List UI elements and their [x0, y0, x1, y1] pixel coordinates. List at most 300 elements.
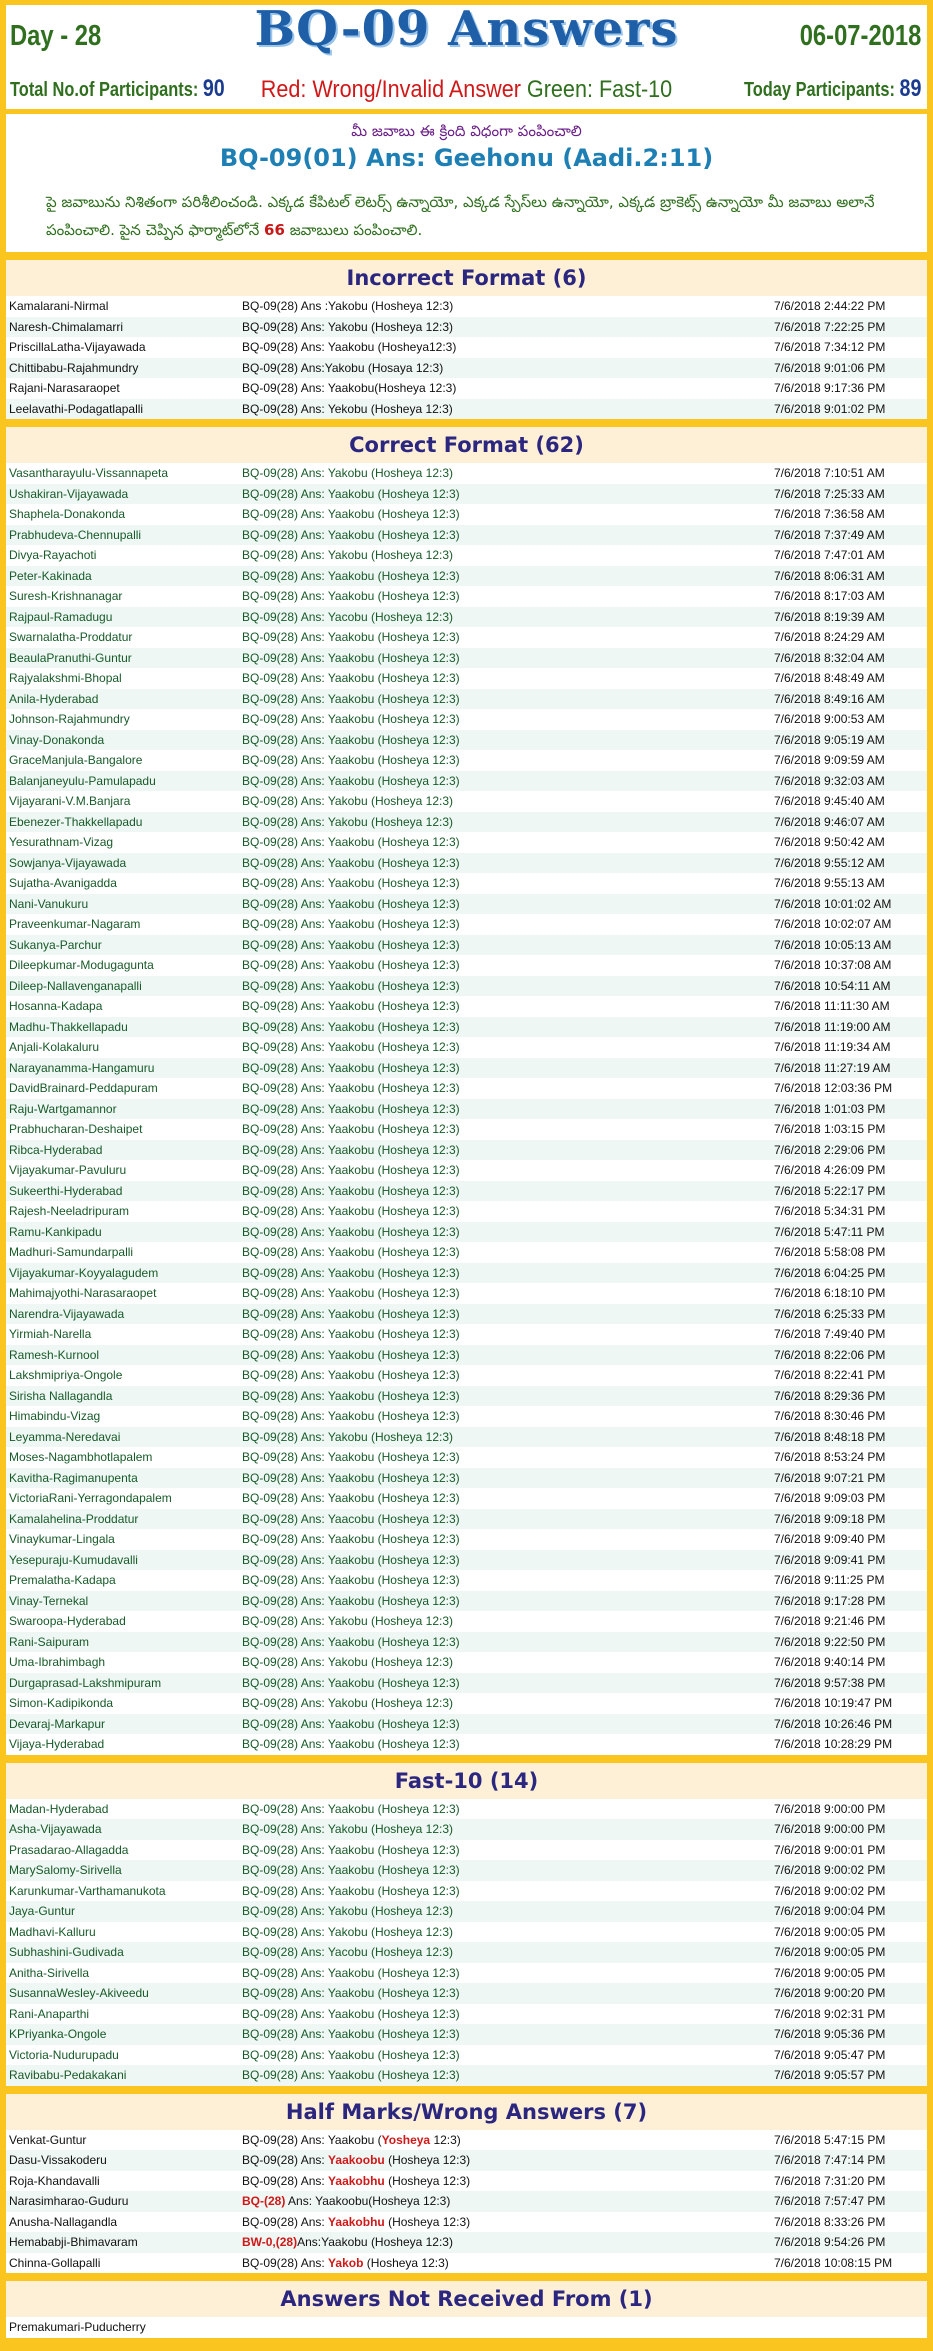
table-row	[6, 1263, 927, 1284]
participant-name: GraceManjula-Bangalore	[9, 753, 143, 768]
participant-answer: BQ-09(28) Ans:Yakobu (Hosaya 12:3)	[242, 360, 444, 375]
table-row	[6, 1324, 927, 1345]
table-row	[6, 586, 927, 607]
table-row	[6, 812, 927, 833]
participant-answer: BQ-09(28) Ans: Yaakobu (Hosheya 12:3)	[242, 1986, 460, 2001]
participant-answer: BQ-09(28) Ans: Yaakobu (Hosheya 12:3)	[242, 732, 460, 747]
table-row	[6, 1693, 927, 1714]
participant-name: Rajyalakshmi-Bhopal	[9, 671, 122, 686]
participant-name: Yirmiah-Narella	[9, 1327, 92, 1342]
answer-error-part: BQ-(28)	[242, 2194, 286, 2209]
answer-error-part: Yakob	[328, 2255, 364, 2270]
participant-answer: BQ-09(28) Ans: Yaakobu (Hosheya 12:3)	[242, 1470, 460, 1485]
participant-name: Venkat-Guntur	[9, 2132, 87, 2147]
submission-time: 7/6/2018 9:46:07 AM	[774, 814, 885, 829]
submission-time: 7/6/2018 10:08:15 PM	[774, 2255, 893, 2270]
participant-name: DavidBrainard-Peddapuram	[9, 1081, 158, 1096]
table-row	[6, 1447, 927, 1468]
table-row	[6, 337, 927, 358]
participant-answer: BQ-09(28) Ans: Yaakobu (Hosheya 12:3)	[242, 1593, 460, 1608]
submission-time: 7/6/2018 8:22:41 PM	[774, 1368, 886, 1383]
table-row	[6, 296, 927, 317]
participant-name: Vinaykumar-Lingala	[9, 1532, 115, 1547]
participant-answer: BQ-09(28) Ans: Yaakobu (Hosheya 12:3)	[242, 650, 460, 665]
submission-time: 7/6/2018 9:32:03 AM	[774, 773, 885, 788]
participant-name: Roja-Khandavalli	[9, 2173, 100, 2188]
submission-time: 7/6/2018 8:06:31 AM	[774, 568, 885, 583]
participant-answer: BQ-09(28) Ans: Yakobu (Hosheya 12:3)	[242, 1822, 454, 1837]
section-title: Half Marks/Wrong Answers (7)	[6, 2092, 927, 2130]
participant-answer: BQ-09(28) Ans: Yaakobu (Hosheya 12:3)	[242, 1306, 460, 1321]
participant-answer: BQ-09(28) Ans: Yaakobu (Hosheya 12:3)	[242, 712, 460, 727]
participant-answer: BQ-09(28) Ans: Yaakobu (Hosheya 12:3)	[242, 1491, 460, 1506]
participant-name: Vijaya-Hyderabad	[9, 1737, 105, 1752]
table-row	[6, 955, 927, 976]
participant-name: Lakshmipriya-Ongole	[9, 1368, 123, 1383]
submission-time: 7/6/2018 9:00:05 PM	[774, 1965, 886, 1980]
submission-time: 7/6/2018 8:24:29 AM	[774, 630, 885, 645]
submission-time: 7/6/2018 2:44:22 PM	[774, 299, 886, 314]
table-row	[6, 1017, 927, 1038]
participant-name: Ushakiran-Vijayawada	[9, 486, 129, 501]
table-row	[6, 1632, 927, 1653]
participant-name: Uma-Ibrahimbagh	[9, 1655, 106, 1670]
submission-time: 7/6/2018 9:22:50 PM	[774, 1634, 886, 1649]
participant-name: BeaulaPranuthi-Guntur	[9, 650, 132, 665]
submission-time: 7/6/2018 7:37:49 AM	[774, 527, 885, 542]
participant-answer: BQ-09(28) Ans: Yaakobu (Hosheya 12:3)	[242, 1801, 460, 1816]
participant-answer: BQ-09(28) Ans: Yaakobu (Hosheya 12:3)	[242, 1142, 460, 1157]
submission-time: 7/6/2018 10:54:11 AM	[774, 978, 891, 993]
submission-time: 7/6/2018 7:57:47 PM	[774, 2194, 886, 2209]
participant-answer: BQ-09(28) Ans: Yaakobu (Hosheya 12:3)	[242, 1163, 460, 1178]
table-row	[6, 1406, 927, 1427]
participant-answer: BQ-09(28) Ans: Yakobu (Hosheya 12:3)	[242, 319, 454, 334]
participant-name: Karunkumar-Varthamanukota	[9, 1883, 166, 1898]
table-row	[6, 1611, 927, 1632]
submission-time: 7/6/2018 9:09:41 PM	[774, 1552, 886, 1567]
answer-part: Ans: Yaakoobu(Hosheya 12:3)	[285, 2194, 451, 2209]
participant-name: Vijayakumar-Koyyalagudem	[9, 1265, 159, 1280]
table-row	[6, 689, 927, 710]
submission-time: 7/6/2018 2:29:06 PM	[774, 1142, 886, 1157]
section-title: Answers Not Received From (1)	[6, 2279, 927, 2317]
submission-time: 7/6/2018 7:25:33 AM	[774, 486, 885, 501]
submission-time: 7/6/2018 9:21:46 PM	[774, 1614, 886, 1629]
participant-name: Prabhudeva-Chennupalli	[9, 527, 142, 542]
participant-answer: BQ-09(28) Ans: Yaakobu (Hosheya 12:3)	[242, 1204, 460, 1219]
participant-answer: BQ-09(28) Ans: Yaakobu (Hosheya 12:3)	[242, 671, 460, 686]
participant-name: Nani-Vanukuru	[9, 896, 89, 911]
submission-time: 7/6/2018 8:17:03 AM	[774, 589, 885, 604]
answer-part: BQ-09(28) Ans:	[242, 2255, 329, 2270]
section-rows	[6, 463, 927, 1755]
participant-answer: BQ-09(28) Ans: Yaakobu (Hosheya 12:3)	[242, 1716, 460, 1731]
participant-answer: BQ-09(28) Ans: Yaacobu (Hosheya 12:3)	[242, 1511, 460, 1526]
table-row	[6, 1242, 927, 1263]
participant-answer: BQ-09(28) Ans: Yaakobu (Hosheya 12:3)	[242, 917, 460, 932]
submission-time: 7/6/2018 9:02:31 PM	[774, 2006, 886, 2021]
table-row	[6, 484, 927, 505]
participant-answer: BQ-09(28) Ans: Yaakobu (Hosheya 12:3)	[242, 507, 460, 522]
participant-answer: BQ-09(28) Ans: Yaakobu (Hosheya 12:3)	[242, 2027, 460, 2042]
submission-time: 7/6/2018 9:55:13 AM	[774, 876, 885, 891]
participant-name: Jaya-Guntur	[9, 1904, 76, 1919]
participant-answer: BQ-09(28) Ans: Yaakobu (Hosheya 12:3)	[242, 1245, 460, 1260]
participant-answer: BQ-09(28) Ans: Yakobu (Hosheya 12:3)	[242, 1924, 454, 1939]
participant-name: Rajpaul-Ramadugu	[9, 609, 113, 624]
participant-name: Swaroopa-Hyderabad	[9, 1614, 126, 1629]
submission-time: 7/6/2018 9:00:01 PM	[774, 1842, 886, 1857]
participant-name: Asha-Vijayawada	[9, 1822, 102, 1837]
submission-time: 7/6/2018 8:53:24 PM	[774, 1450, 886, 1465]
submission-time: 7/6/2018 11:19:34 AM	[774, 1040, 891, 1055]
participant-answer: BQ-09(28) Ans: Yekobu (Hosheya 12:3)	[242, 401, 453, 416]
submission-time: 7/6/2018 9:09:40 PM	[774, 1532, 886, 1547]
submission-time: 7/6/2018 9:07:21 PM	[774, 1470, 886, 1485]
participant-name: Naresh-Chimalamarri	[9, 319, 124, 334]
participant-name: Vinay-Ternekal	[9, 1593, 89, 1608]
table-row	[6, 2171, 927, 2192]
submission-time: 7/6/2018 10:05:13 AM	[774, 937, 892, 952]
participant-answer: BQ-09(28) Ans: Yaakobu (Hosheya 12:3)	[242, 1019, 460, 1034]
answer-part: BQ-09(28) Ans:	[242, 2153, 329, 2168]
submission-time: 7/6/2018 8:19:39 AM	[774, 609, 885, 624]
answer-part: BQ-09(28) Ans: Yaakobu (	[242, 2132, 382, 2147]
participant-answer: BQ-09(28) Ans: Yaakobu (Hosheya 12:3)	[242, 1265, 460, 1280]
page-header	[6, 1, 927, 109]
table-row	[6, 358, 927, 379]
participant-name: PriscillaLatha-Vijayawada	[9, 340, 146, 355]
table-row	[6, 668, 927, 689]
table-row	[6, 1140, 927, 1161]
table-row	[6, 1181, 927, 1202]
participant-name: Rani-Anaparthi	[9, 2006, 90, 2021]
table-row	[6, 525, 927, 546]
section-title: Incorrect Format (6)	[6, 258, 927, 296]
table-row	[6, 1881, 927, 1902]
section-rows	[6, 2130, 927, 2274]
format-note-end: జవాబులు పంపించాలి.	[289, 221, 423, 239]
participant-name: Anitha-Sirivella	[9, 1965, 90, 1980]
answer-intro	[6, 114, 927, 252]
submission-time: 7/6/2018 9:17:36 PM	[774, 381, 886, 396]
section-rows	[6, 296, 927, 419]
participant-name: Narendra-Vijayawada	[9, 1306, 125, 1321]
result-sections	[6, 258, 927, 2338]
participant-name: Chinna-Gollapalli	[9, 2255, 101, 2270]
participant-name: Madhuri-Samundarpalli	[9, 1245, 134, 1260]
participant-name: Sowjanya-Vijayawada	[9, 855, 127, 870]
table-row	[6, 1840, 927, 1861]
table-row	[6, 378, 927, 399]
table-row	[6, 1673, 927, 1694]
participant-name: Dileepkumar-Modugagunta	[9, 958, 154, 973]
participant-answer: BQ-09(28) Ans: Yaakobu (Hosheya 12:3)	[242, 1450, 460, 1465]
answer-error-part: Yaakoobu	[328, 2153, 385, 2168]
participant-answer	[242, 2215, 774, 2229]
table-row	[6, 1345, 927, 1366]
participant-name: Kamalarani-Nirmal	[9, 299, 109, 314]
participant-name: Yesurathnam-Vizag	[9, 835, 114, 850]
participant-answer	[242, 2235, 774, 2249]
participant-answer: BQ-09(28) Ans: Yaakobu (Hosheya 12:3)	[242, 1347, 460, 1362]
submission-time: 7/6/2018 7:10:51 AM	[774, 466, 885, 481]
table-row	[6, 791, 927, 812]
correct-answer: BQ-09(01) Ans: Geehonu (Aadi.2:11)	[219, 144, 714, 172]
participant-name: Sujatha-Avanigadda	[9, 876, 117, 891]
total-participants-value: 90	[202, 75, 225, 102]
submission-time: 7/6/2018 8:30:46 PM	[774, 1409, 886, 1424]
participant-answer: BQ-09(28) Ans: Yaakobu (Hosheya 12:3)	[242, 876, 460, 891]
table-row	[6, 504, 927, 525]
participant-name: Narasimharao-Guduru	[9, 2194, 129, 2209]
table-row	[6, 1283, 927, 1304]
participant-name: Ebenezer-Thakkellapadu	[9, 814, 143, 829]
participant-name: Suresh-Krishnanagar	[9, 589, 123, 604]
submission-time: 7/6/2018 6:04:25 PM	[774, 1265, 886, 1280]
submission-time: 7/6/2018 10:01:02 AM	[774, 896, 892, 911]
answer-error-part: Yosheya	[381, 2132, 431, 2147]
submission-time: 7/6/2018 5:34:31 PM	[774, 1204, 886, 1219]
table-row	[6, 2232, 927, 2253]
participant-answer: BQ-09(28) Ans: Yaakobu (Hosheya 12:3)	[242, 1060, 460, 1075]
table-row	[6, 996, 927, 1017]
answer-part: (Hosheya 12:3)	[384, 2153, 471, 2168]
participant-name: Devaraj-Markapur	[9, 1716, 106, 1731]
table-row	[6, 2065, 927, 2086]
participant-answer: BQ-09(28) Ans: Yaakobu (Hosheya 12:3)	[242, 1409, 460, 1424]
answer-error-part: Yaakobhu	[328, 2173, 385, 2188]
table-row	[6, 1860, 927, 1881]
table-row	[6, 1509, 927, 1530]
answer-error-part: Yaakobhu	[328, 2214, 385, 2229]
table-row	[6, 2024, 927, 2045]
table-row	[6, 1922, 927, 1943]
table-row	[6, 1058, 927, 1079]
submission-time: 7/6/2018 7:34:12 PM	[774, 340, 886, 355]
participant-name: Leyamma-Neredavai	[9, 1429, 121, 1444]
submission-time: 7/6/2018 8:29:36 PM	[774, 1388, 886, 1403]
answer-part: BQ-09(28) Ans:	[242, 2214, 329, 2229]
table-row	[6, 935, 927, 956]
participant-answer: BQ-09(28) Ans: Yaakobu (Hosheya 12:3)	[242, 835, 460, 850]
table-row	[6, 894, 927, 915]
submission-time: 7/6/2018 9:00:20 PM	[774, 1986, 886, 2001]
submission-time: 7/6/2018 9:54:26 PM	[774, 2235, 886, 2250]
table-row	[6, 2191, 927, 2212]
table-row	[6, 1201, 927, 1222]
participant-answer: BQ-09(28) Ans: Yaakobu (Hosheya 12:3)	[242, 937, 460, 952]
table-row	[6, 976, 927, 997]
table-row	[6, 566, 927, 587]
submission-time: 7/6/2018 5:47:15 PM	[774, 2132, 886, 2147]
participant-answer: BQ-09(28) Ans: Yaakobu (Hosheya 12:3)	[242, 486, 460, 501]
participant-answer: BQ-09(28) Ans: Yaakobu (Hosheya 12:3)	[242, 1122, 460, 1137]
participant-name: Johnson-Rajahmundry	[9, 712, 130, 727]
table-row	[6, 914, 927, 935]
table-row	[6, 1550, 927, 1571]
table-row	[6, 1468, 927, 1489]
table-row	[6, 399, 927, 420]
submission-time: 7/6/2018 7:49:40 PM	[774, 1327, 886, 1342]
participant-answer: BQ-09(28) Ans: Yaakobu (Hosheya 12:3)	[242, 855, 460, 870]
table-row	[6, 1714, 927, 1735]
participant-name: Subhashini-Gudivada	[9, 1945, 124, 1960]
participant-name: Peter-Kakinada	[9, 568, 92, 583]
submission-time: 7/6/2018 9:57:38 PM	[774, 1675, 886, 1690]
participant-name: Anila-Hyderabad	[9, 691, 99, 706]
table-row	[6, 1304, 927, 1325]
table-row	[6, 750, 927, 771]
submission-time: 7/6/2018 8:22:06 PM	[774, 1347, 886, 1362]
answer-part: (Hosheya 12:3)	[384, 2214, 471, 2229]
participant-answer: BQ-09(28) Ans: Yaakobu (Hosheya 12:3)	[242, 2006, 460, 2021]
table-row	[6, 2004, 927, 2025]
submission-time: 7/6/2018 9:00:02 PM	[774, 1883, 886, 1898]
table-row	[6, 1099, 927, 1120]
participant-name: Sukeerthi-Hyderabad	[9, 1183, 123, 1198]
submission-time: 7/6/2018 8:49:16 AM	[774, 691, 885, 706]
legend-green: Green: Fast-10	[526, 76, 673, 103]
submission-time: 7/6/2018 9:01:02 PM	[774, 401, 886, 416]
participant-answer: BQ-09(28) Ans: Yakobu (Hosheya 12:3)	[242, 1904, 454, 1919]
participant-name: Mahimajyothi-Narasaraopet	[9, 1286, 157, 1301]
participant-answer: BQ-09(28) Ans: Yaakobu (Hosheya 12:3)	[242, 1883, 460, 1898]
participant-answer: BQ-09(28) Ans: Yaakobu (Hosheya 12:3)	[242, 958, 460, 973]
submission-time: 7/6/2018 7:47:14 PM	[774, 2153, 886, 2168]
participant-name: Premalatha-Kadapa	[9, 1573, 116, 1588]
participant-answer: BQ-09(28) Ans: Yaakobu (Hosheya 12:3)	[242, 1573, 460, 1588]
total-participants-label: Total No.of Participants:	[10, 79, 199, 101]
participant-answer: BQ-09(28) Ans: Yakobu (Hosheya 12:3)	[242, 548, 454, 563]
participant-answer: BQ-09(28) Ans: Yaakobu (Hosheya 12:3)	[242, 1183, 460, 1198]
participant-name: Kavitha-Ragimanupenta	[9, 1470, 138, 1485]
table-row	[6, 1160, 927, 1181]
participant-answer: BQ-09(28) Ans: Yaakobu (Hosheya 12:3)	[242, 1101, 460, 1116]
participant-name: VictoriaRani-Yerragondapalem	[9, 1491, 172, 1506]
submission-time: 7/6/2018 5:58:08 PM	[774, 1245, 886, 1260]
participant-name: Durgaprasad-Lakshmipuram	[9, 1675, 162, 1690]
participant-name: Anjali-Kolakaluru	[9, 1040, 100, 1055]
participant-name: KPriyanka-Ongole	[9, 2027, 107, 2042]
submission-time: 7/6/2018 8:48:49 AM	[774, 671, 885, 686]
table-row	[6, 1365, 927, 1386]
participant-answer: BQ-09(28) Ans: Yaakobu (Hosheya 12:3)	[242, 568, 460, 583]
participant-answer: BQ-09(28) Ans :Yakobu (Hosheya 12:3)	[242, 299, 454, 314]
legend-red: Red: Wrong/Invalid Answer	[260, 76, 521, 103]
answer-error-part: BW-0,(28)	[242, 2235, 298, 2250]
participant-name: Rani-Saipuram	[9, 1634, 90, 1649]
table-row	[6, 1652, 927, 1673]
participant-name: Narayanamma-Hangamuru	[9, 1060, 155, 1075]
participant-answer: BQ-09(28) Ans: Yaakobu (Hosheya12:3)	[242, 340, 457, 355]
answer-part: (Hosheya 12:3)	[363, 2255, 449, 2270]
table-row	[6, 1222, 927, 1243]
participant-name: Madan-Hyderabad	[9, 1801, 109, 1816]
submission-time: 7/6/2018 9:09:03 PM	[774, 1491, 886, 1506]
submission-time: 7/6/2018 11:11:30 AM	[774, 999, 890, 1014]
participant-answer	[242, 2194, 774, 2208]
submission-time: 7/6/2018 10:02:07 AM	[774, 917, 892, 932]
participant-name: Prasadarao-Allagadda	[9, 1842, 129, 1857]
submission-time: 7/6/2018 9:00:04 PM	[774, 1904, 886, 1919]
table-row	[6, 463, 927, 484]
participant-answer: BQ-09(28) Ans: Yaakobu (Hosheya 12:3)	[242, 1286, 460, 1301]
participant-answer: BQ-09(28) Ans: Yaakobu (Hosheya 12:3)	[242, 2047, 460, 2062]
participant-name: Hemababji-Bhimavaram	[9, 2235, 138, 2250]
participant-name: Rajani-Narasaraopet	[9, 381, 120, 396]
participant-name: Victoria-Nudurupadu	[9, 2047, 119, 2062]
participant-answer: BQ-09(28) Ans: Yaakobu (Hosheya 12:3)	[242, 978, 460, 993]
table-row	[6, 2253, 927, 2274]
submission-time: 7/6/2018 10:28:29 PM	[774, 1737, 893, 1752]
participant-name: Sukanya-Parchur	[9, 937, 102, 952]
participant-name: Balanjaneyulu-Pamulapadu	[9, 773, 156, 788]
participant-name: Hosanna-Kadapa	[9, 999, 103, 1014]
table-row	[6, 1819, 927, 1840]
table-row	[6, 1901, 927, 1922]
table-row	[6, 730, 927, 751]
participant-name: Simon-Kadipikonda	[9, 1696, 114, 1711]
table-row	[6, 1119, 927, 1140]
table-row	[6, 1037, 927, 1058]
section-title: Fast-10 (14)	[6, 1761, 927, 1799]
participant-name: Chittibabu-Rajahmundry	[9, 360, 139, 375]
participant-answer: BQ-09(28) Ans: Yaakobu (Hosheya 12:3)	[242, 1532, 460, 1547]
participant-answer: BQ-09(28) Ans: Yaakobu (Hosheya 12:3)	[242, 589, 460, 604]
participant-answer: BQ-09(28) Ans: Yaakobu (Hosheya 12:3)	[242, 1040, 460, 1055]
submission-time: 7/6/2018 5:47:11 PM	[774, 1224, 885, 1239]
submission-time: 7/6/2018 9:50:42 AM	[774, 835, 885, 850]
participant-answer: BQ-09(28) Ans: Yacobu (Hosheya 12:3)	[242, 609, 454, 624]
table-row	[6, 1799, 927, 1820]
submission-time: 7/6/2018 9:00:05 PM	[774, 1945, 886, 1960]
submission-time: 7/6/2018 10:26:46 PM	[774, 1716, 893, 1731]
table-row	[6, 317, 927, 338]
participant-answer: BQ-09(28) Ans: Yaakobu (Hosheya 12:3)	[242, 691, 460, 706]
table-row	[6, 1078, 927, 1099]
participant-answer: BQ-09(28) Ans: Yakobu (Hosheya 12:3)	[242, 794, 454, 809]
participant-name: Vinay-Donakonda	[9, 732, 105, 747]
participant-answer: BQ-09(28) Ans: Yaakobu (Hosheya 12:3)	[242, 1368, 460, 1383]
table-row	[6, 648, 927, 669]
submission-time: 7/6/2018 11:19:00 AM	[774, 1019, 891, 1034]
submission-time: 7/6/2018 9:40:14 PM	[774, 1655, 886, 1670]
submission-time: 7/6/2018 8:33:26 PM	[774, 2214, 886, 2229]
submission-time: 7/6/2018 9:11:25 PM	[774, 1573, 885, 1588]
participant-answer: BQ-09(28) Ans: Yakobu (Hosheya 12:3)	[242, 1614, 454, 1629]
section-rows	[6, 1799, 927, 2086]
participant-name: MarySalomy-Sirivella	[9, 1863, 122, 1878]
table-row	[6, 2150, 927, 2171]
today-participants	[744, 75, 921, 103]
participant-answer: BQ-09(28) Ans: Yaakobu (Hosheya 12:3)	[242, 1552, 460, 1567]
submission-time: 7/6/2018 6:18:10 PM	[774, 1286, 886, 1301]
participant-name: Swarnalatha-Proddatur	[9, 630, 133, 645]
table-row	[6, 709, 927, 730]
table-row	[6, 1488, 927, 1509]
table-row	[6, 2045, 927, 2066]
participant-answer: BQ-09(28) Ans: Yakobu (Hosheya 12:3)	[242, 466, 454, 481]
participant-name: Vasantharayulu-Vissannapeta	[9, 466, 168, 481]
participant-answer: BQ-09(28) Ans: Yakobu (Hosheya 12:3)	[242, 814, 454, 829]
participant-name: Shaphela-Donakonda	[9, 507, 126, 522]
table-row	[6, 1386, 927, 1407]
submission-time: 7/6/2018 9:05:57 PM	[774, 2068, 886, 2083]
table-row	[6, 545, 927, 566]
submission-time: 7/6/2018 7:31:20 PM	[774, 2173, 886, 2188]
